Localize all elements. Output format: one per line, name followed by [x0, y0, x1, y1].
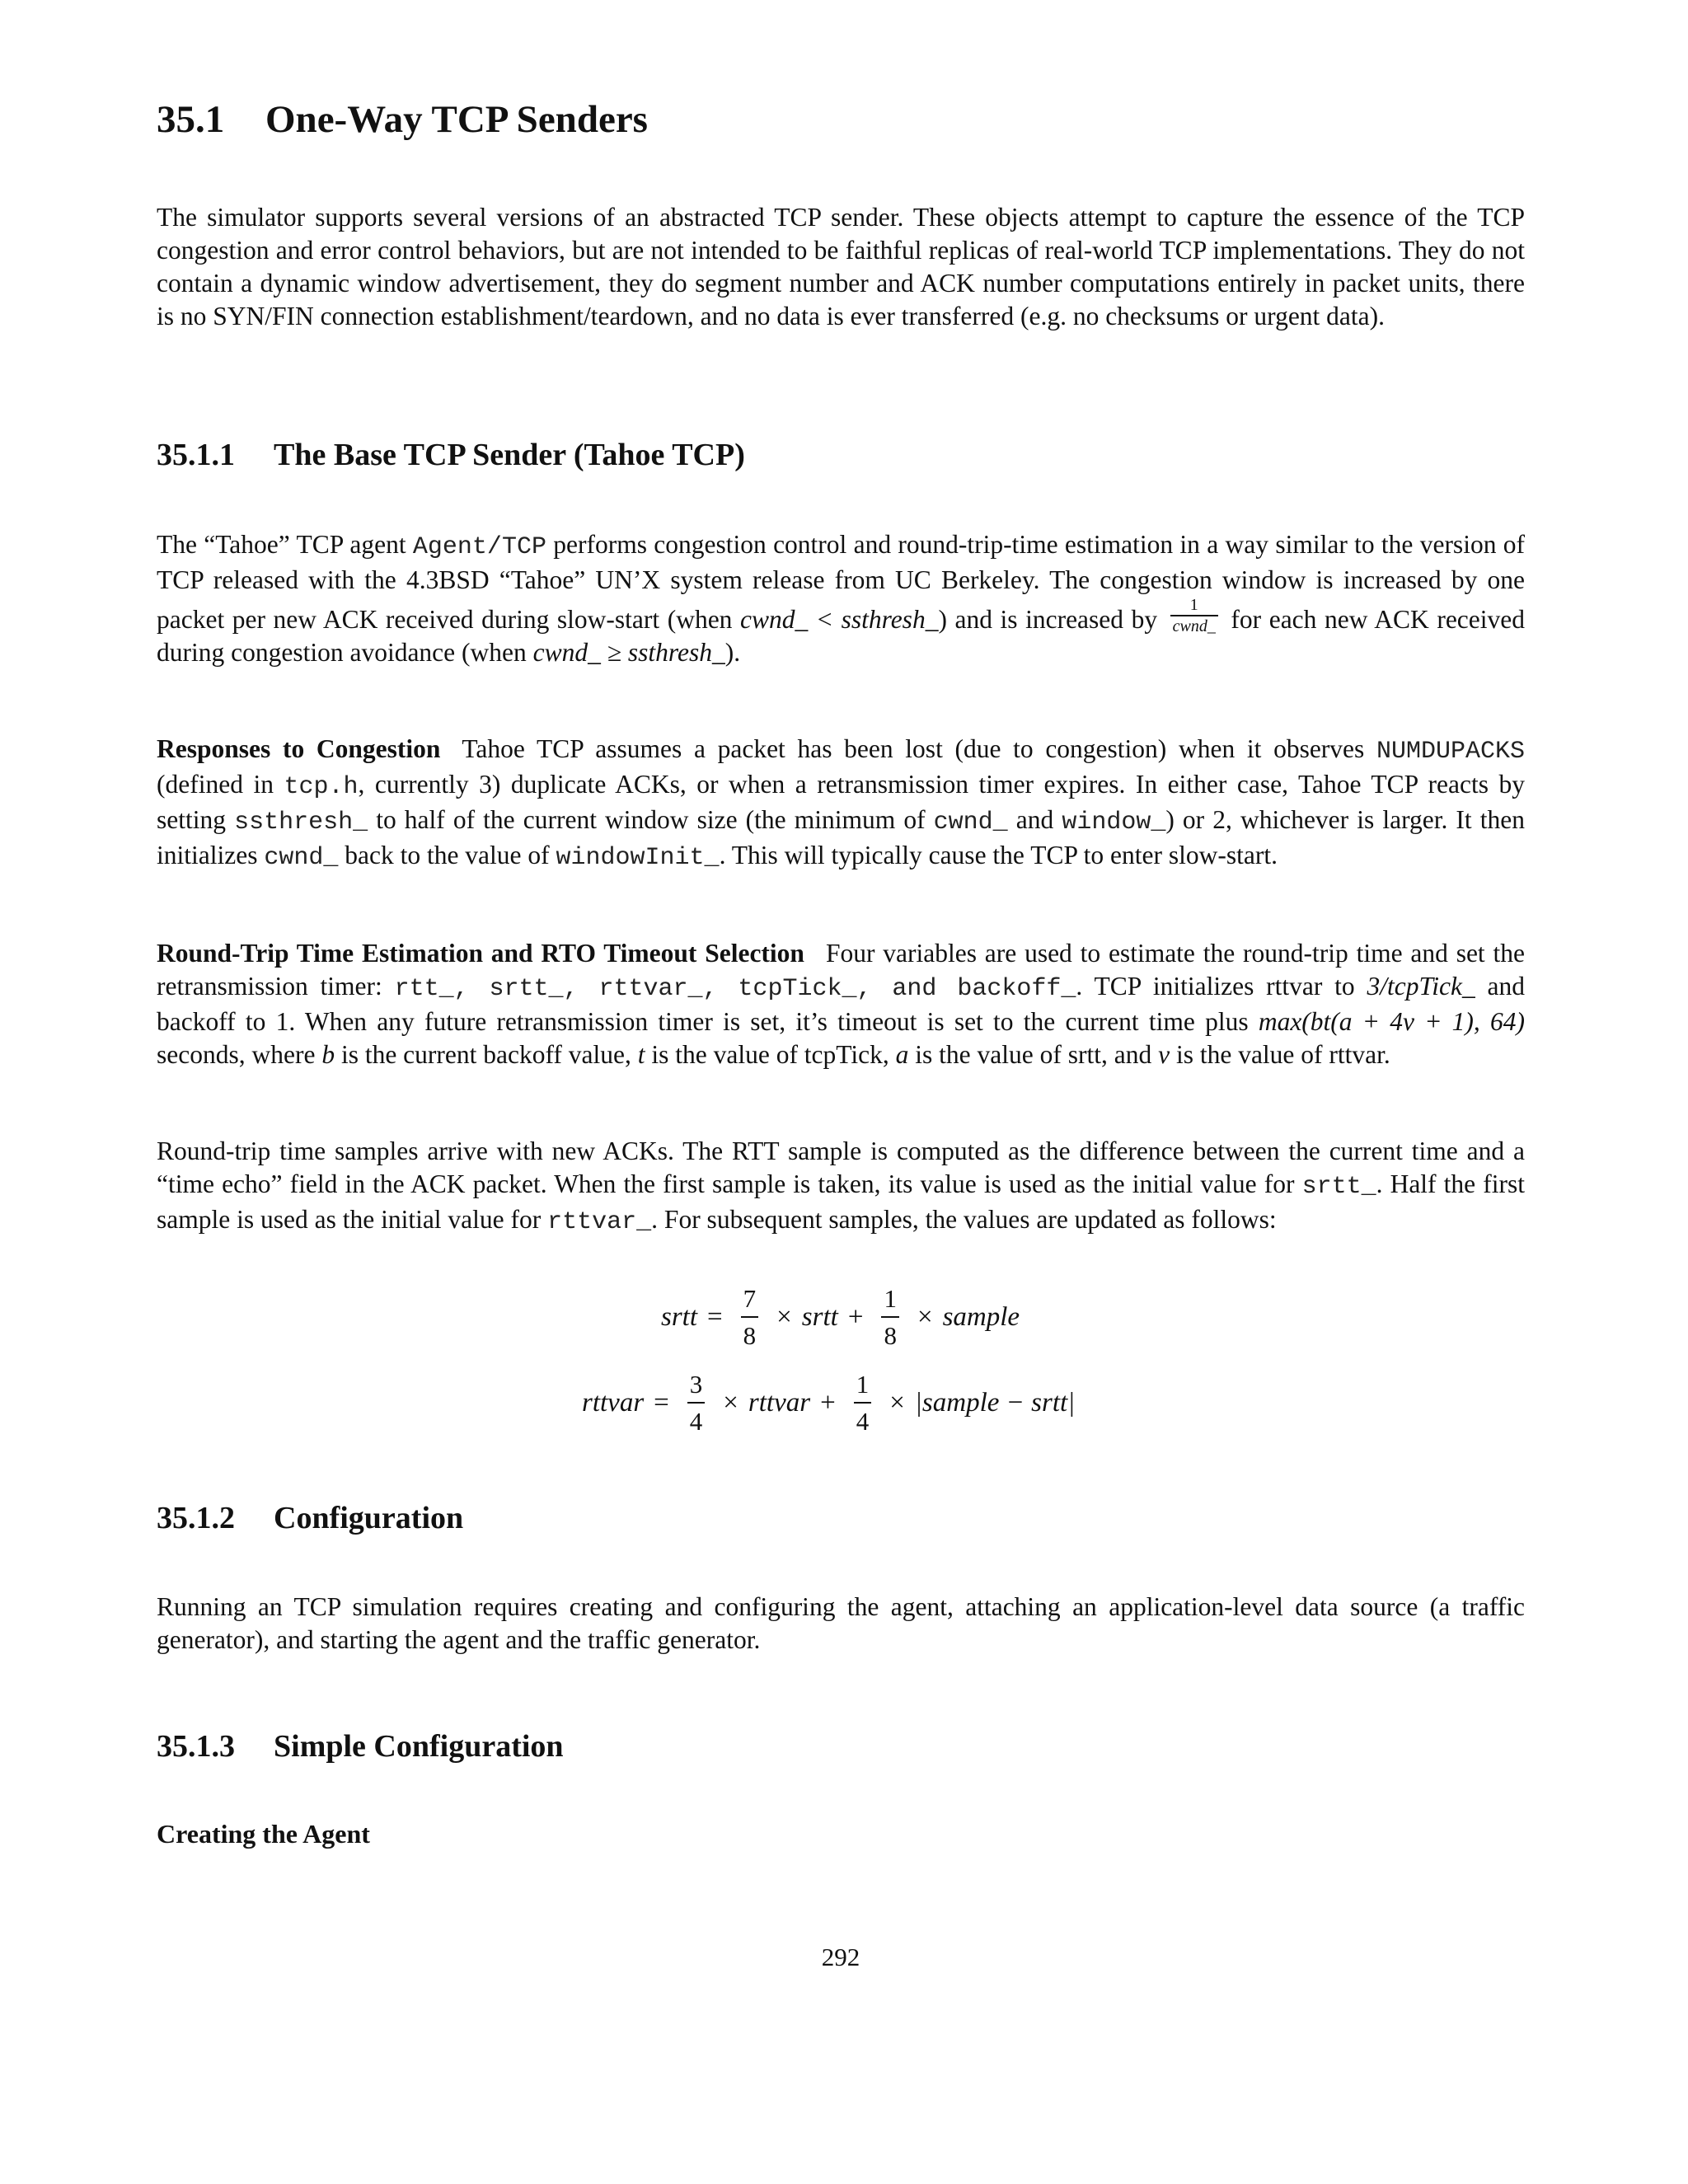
tahoe-paragraph: The “Tahoe” TCP agent Agent/TCP performs congestion control and round-trip-time estimation in a way similar to the version of TCP released with the 4.3BSD “Tahoe” UN’X system release from UC Berkeley. The congestion window is increased by one packet per new ACK received during slow-start (when cwnd_ < ssthresh_) and is increased by $\frac{1}{\text{cwnd\_}}$ for each new ACK received during congestion avoidance (when cwnd_ ≥ ssthresh_).	[157, 530, 1525, 667]
configuration-paragraph: Running an TCP simulation requires creating and configuring the agent, attaching an application-level data source (a traffic generator), and starting the agent and the traffic generator.	[157, 1592, 1525, 1654]
section-title: One-Way TCP Senders	[265, 98, 648, 141]
section-number: 35.1	[157, 98, 225, 141]
subsection-heading-configuration	[157, 1500, 463, 1536]
section-heading	[157, 97, 648, 142]
run-in-heading-congestion: Responses to Congestion	[157, 734, 441, 763]
subsection-number: 35.1.1	[157, 438, 235, 472]
subsection-heading-simple-configuration	[157, 1728, 564, 1765]
equation-srtt: srtt = $\frac{7}{8}$ × srtt + $\frac{1}{8}$ × sample	[661, 1284, 1020, 1350]
subsection-title: Simple Configuration	[274, 1729, 564, 1764]
math-inverse-cwnd: $\frac{1}{\text{cwnd\_}}$	[1170, 597, 1218, 635]
code-agent-tcp: Agent/TCP	[412, 533, 546, 561]
page-number: 292	[821, 1943, 860, 1971]
subsection-number: 35.1.3	[157, 1729, 235, 1764]
math-avoidance-condition: cwnd_ ≥ ssthresh_	[532, 638, 725, 667]
congestion-paragraph: Responses to Congestion Tahoe TCP assumes a packet has been lost (due to congestion) when it observes NUMDUPACKS (defined in tcp.h, currently 3) duplicate ACKs, or when a retransmission timer expires. In either case, Tahoe TCP reacts by setting ssthresh_ to half of the current window size (the minimum of cwnd_ and window_) or 2, whichever is larger. It then initializes cwnd_ back to the value of windowInit_. This will typically cause the TCP to enter slow-start.	[157, 734, 1525, 872]
subsection-title: The Base TCP Sender (Tahoe TCP)	[274, 438, 745, 472]
subsection-heading-tahoe	[157, 437, 745, 473]
intro-paragraph: The simulator supports several versions of an abstracted TCP sender. These objects attempt to capture the essence of the TCP congestion and error control behaviors, but are not intended to be faithful replicas of real-world TCP implementations. They do not contain a dynamic window advertisement, they do segment number and ACK number computations entirely in packet units, there is no SYN/FIN connection establishment/teardown, and no data is ever transferred (e.g. no checksums or urgent data).	[157, 203, 1525, 330]
subsection-number: 35.1.2	[157, 1501, 235, 1535]
paragraph-heading-creating-agent: Creating the Agent	[157, 1819, 370, 1849]
subsection-title: Configuration	[274, 1501, 464, 1535]
samples-paragraph: Round-trip time samples arrive with new ACKs. The RTT sample is computed as the difference between the current time and a “time echo” field in the ACK packet. When the first sample is taken, its value is used as the initial value for srtt_. Half the first sample is used as the initial value for rttvar_. For subsequent samples, the values are updated as follows:	[157, 1137, 1525, 1236]
run-in-heading-rtt: Round-Trip Time Estimation and RTO Timeout Selection	[157, 939, 804, 968]
equation-rttvar: rttvar = $\frac{3}{4}$ × rttvar + $\frac{1}{4}$ × |sample − srtt|	[582, 1370, 1076, 1436]
rtt-paragraph: Round-Trip Time Estimation and RTO Timeout Selection Four variables are used to estimate the round-trip time and set the retransmission timer: rtt_, srtt_, rttvar_, tcpTick_, and backoff_. TCP initializes rttvar to 3/tcpTick_ and backoff to 1. When any future retransmission timer is set, it’s timeout is set to the current time plus max(bt(a + 4v + 1), 64) seconds, where b is the current backoff value, t is the value of tcpTick, a is the value of srtt, and v is the value of rttvar.	[157, 939, 1526, 1069]
math-slowstart-condition: cwnd_ < ssthresh_	[739, 605, 939, 634]
